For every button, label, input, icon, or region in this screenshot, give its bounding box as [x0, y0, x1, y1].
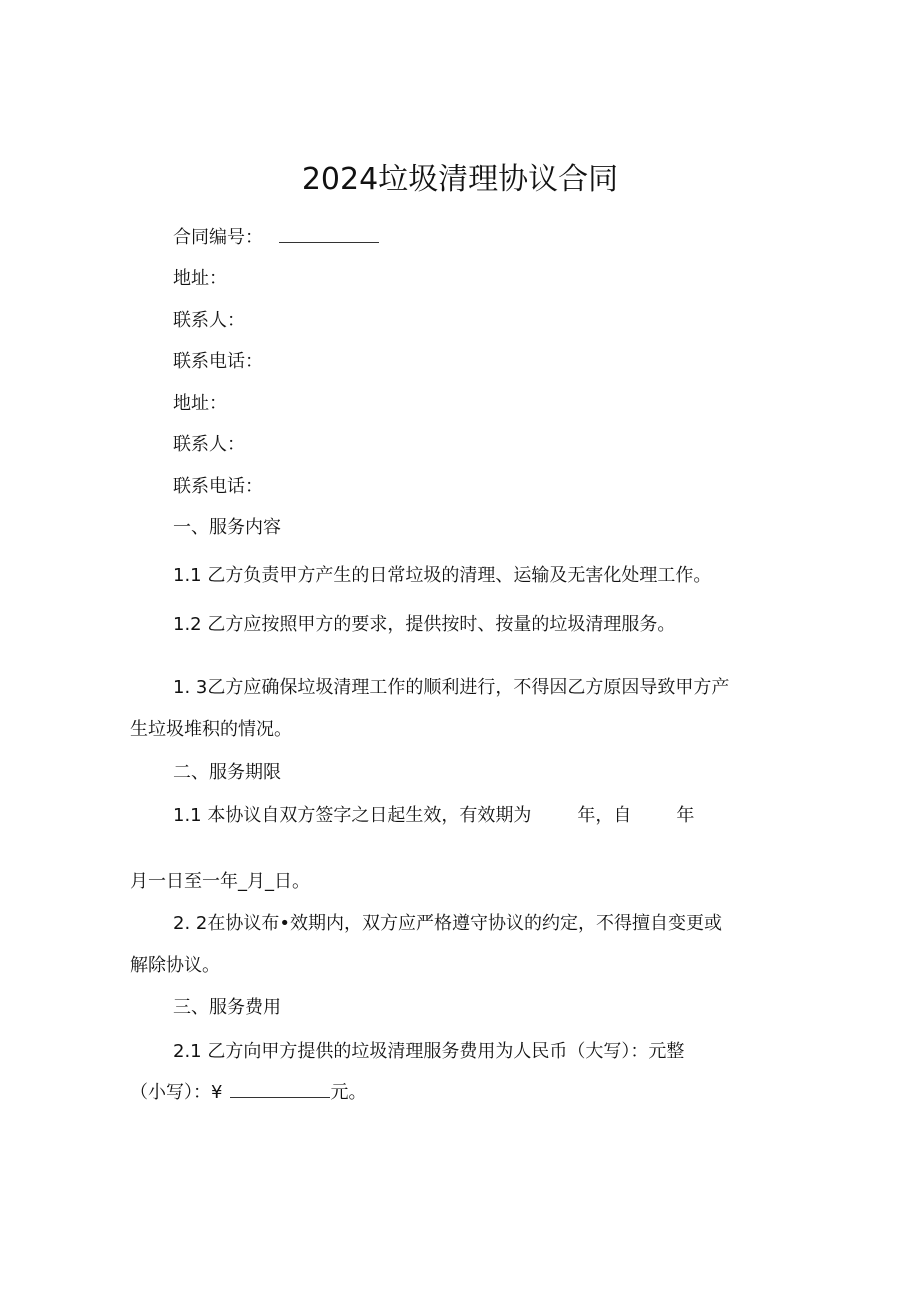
- clause-3-1-line1: 2.1 乙方向甲方提供的垃圾清理服务费用为人民币（大写）：元整: [173, 1041, 685, 1062]
- clause-2-1-text-c: 年: [676, 805, 695, 826]
- clause-2-2-line2: 解除协议。: [130, 955, 220, 976]
- clause-1-3-line1: 1. 3乙方应确保垃圾清理工作的顺利进行，不得因乙方原因导致甲方产: [173, 677, 730, 698]
- clause-2-1-line1: [173, 803, 694, 829]
- section-1-heading: 一、服务内容: [173, 517, 281, 538]
- fee-amount-blank: [230, 1079, 330, 1098]
- section-2-heading: 二、服务期限: [173, 762, 281, 783]
- clause-1-2: 1.2 乙方应按照甲方的要求，提供按时、按量的垃圾清理服务。: [173, 614, 676, 635]
- clause-1-1: 1.1 乙方负责甲方产生的日常垃圾的清理、运输及无害化处理工作。: [173, 565, 712, 586]
- party-b-phone: 联系电话：: [173, 476, 263, 497]
- clause-2-1-text-a: 1.1 本协议自双方签字之日起生效，有效期为: [173, 805, 532, 826]
- clause-1-3-line2: 生垃圾堆积的情况。: [130, 719, 292, 740]
- party-b-address: 地址：: [173, 393, 227, 414]
- party-a-phone: 联系电话：: [173, 351, 263, 372]
- section-3-heading: 三、服务费用: [173, 997, 281, 1018]
- party-a-contact: 联系人：: [173, 310, 245, 331]
- clause-3-1-line2: [130, 1079, 366, 1106]
- clause-2-2-line1: 2. 2在协议布•效期内，双方应严格遵守协议的约定，不得擅自变更或: [173, 913, 722, 934]
- clause-2-1-line2: 月一日至一年_月_日。: [130, 871, 310, 892]
- contract-number-label: 合同编号：: [173, 227, 263, 248]
- party-b-contact: 联系人：: [173, 434, 245, 455]
- party-a-address: 地址：: [173, 268, 227, 289]
- clause-3-1-text-a: （小写）：¥: [130, 1082, 223, 1103]
- contract-number-blank: [279, 224, 379, 243]
- document-title: 2024垃圾清理协议合同: [301, 162, 619, 197]
- clause-2-1-text-b: 年，自: [577, 805, 632, 826]
- contract-number-row: [173, 224, 379, 251]
- clause-3-1-text-b: 元。: [330, 1082, 367, 1103]
